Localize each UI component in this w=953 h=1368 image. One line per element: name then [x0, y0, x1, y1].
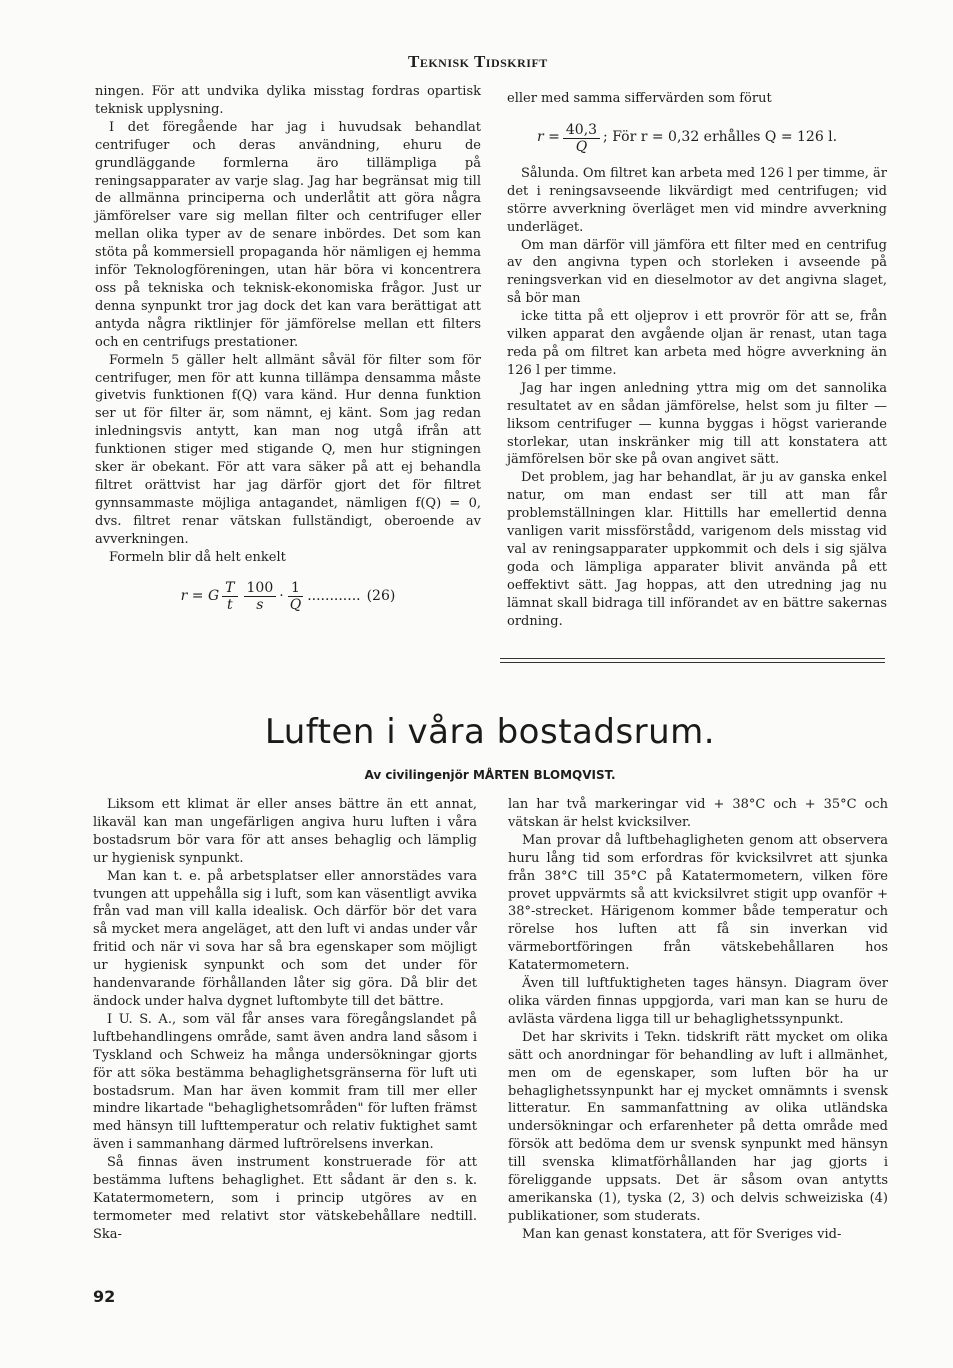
paragraph: Man kan genast konstatera, att för Sveriges vid- [522, 1226, 842, 1242]
paragraph: icke titta på ett oljeprov i ett provrör för att se, från vilken apparat den avgående oljan är renast, utan taga reda på om filtret kan arbeta med högre avverkning än 126 l per timme. [507, 309, 887, 378]
denominator: Q [575, 138, 588, 155]
formula-result-text: ; För r = 0,32 erhålles Q = 126 l. [603, 129, 838, 146]
article-right-column [508, 796, 888, 1244]
previous-article-right-column [507, 90, 887, 630]
paragraph: Sålunda. Om filtret kan arbeta med 126 l per timme, är det i reningsavseende likvärdigt med centrifugen; vid större avverkning överläget men vid mindre avverkning underläget. [507, 165, 887, 235]
running-head: Teknisk Tidskrift [408, 52, 548, 71]
paragraph: I U. S. A., som väl får anses vara föregångslandet på luftbehandlingens område, samt även andra land såsom i Tyskland och Schweiz ha många undersökningar gjorts för att söka bestämma behaglighetsgränserna för luft uti bostadsrum. Man har även kommit fram till mer eller mindre likartade "behaglighetsområden" för luften främst med hänsyn till lufttemperatur och relativ fuktighet samt även i sammanhang därmed luftrörelsens inverkan. [93, 1011, 477, 1153]
paragraph: Man provar då luftbehagligheten genom att observera huru lång tid som erfordras för kvicksilvret att sjunka från 38°C till 35°C på Katatermometern, vilken före provet uppvärmts så att kvicksilvret stigit upp ovanför + 38°-strecket. Härigenom kommer både temperatur och rörelse hos luften att få sin inverkan vid värmebortföringen från vätskebehållaren hos Katatermometern. [508, 832, 888, 974]
paragraph: Liksom ett klimat är eller anses bättre än ett annat, likaväl kan man ungefärligen angiva huru luften i våra bostadsrum bör vara för att anses behaglig och lämplig ur hygienisk synpunkt. [93, 797, 477, 866]
end-of-article-rule [500, 658, 885, 663]
paragraph: Man kan t. e. på arbetsplatser eller annorstädes vara tvungen att uppehålla sig i luft, som kan väsentligt avvika från vad man vill kalla idealisk. Och därför bör det vara så mycket mera angeläget, att den luft vi andas under vår fritid och när vi sova har så bra egenskaper som möjligt ur hygienisk synpunkt och som det under för handenvarande förhållanden låter sig göra. Då blir det ändock under halva dygnet luftombyte till det bättre. [93, 868, 477, 1009]
denominator: Q [289, 597, 302, 614]
numerator: T [222, 580, 237, 597]
paragraph: Det problem, jag har behandlat, är ju av ganska enkel natur, om man endast ser till att man får problemställningen klar. Hittills har emellertid denna vanligen varit missförstådd, varigenom dels misstag vid val av reningsapparater uppkommit och dels i sig själva goda och lämpliga apparater blivit använda på ett oeffektivt sätt. Jag hoppas, att den utredning jag nu lämnat skall bidraga till införandet av en bättre sakernas ordning. [507, 470, 887, 629]
page-number: 92 [93, 1287, 116, 1306]
paragraph: Det har skrivits i Tekn. tidskrift rätt mycket om olika sätt och anordningar för behandling av luft i allmänhet, men om de egenskaper, som luften bör ha ur behaglighetssynpunkt har ej mycket omnämnts i svensk litteratur. En sammanfattning av olika utländska undersökningar och erfarenheter på detta område med försök att bedöma dem ur svensk synpunkt med hänsyn till svenska klimatförhållanden har jag gjorts i föreliggande uppsats. Det är såsom ovan antytts amerikanska (1), tyska (2, 3) och delvis schweiziska (4) publikationer, som studerats. [508, 1029, 888, 1224]
article-byline: Av civilingenjör MÅRTEN BLOMQVIST. [364, 768, 616, 782]
equation-number: (26) [366, 588, 396, 605]
numerator: 40,3 [563, 122, 600, 139]
fraction-T-over-t [222, 580, 237, 613]
numerator: 100 [244, 580, 277, 597]
dot-leader: ............ [307, 588, 361, 605]
paragraph: Jag har ingen anledning yttra mig om det sannolika resultatet av en sådan jämförelse, helst som ju filter — liksom centrifuger — kunna byggas i högst varierande storlekar, utan inskränker mig till att konstatera att jämförelsen bör ske på ovan angivet sätt. [507, 380, 887, 468]
paragraph: lan har två markeringar vid + 38°C och + 35°C och vätskan är helst kvicksilver. [508, 797, 888, 830]
denominator: s [256, 597, 264, 614]
formula-lhs: r = [537, 129, 560, 146]
formula-lhs: r = G [180, 588, 220, 605]
multiplication-dot: · [279, 588, 284, 605]
fraction-100-over-s [244, 580, 277, 613]
fraction-1-over-Q [287, 580, 304, 613]
fraction-40-3-over-Q [563, 122, 600, 155]
paragraph: Formeln blir då helt enkelt [109, 549, 286, 565]
article-title: Luften i våra bostadsrum. [264, 712, 716, 752]
paragraph: ningen. För att undvika dylika misstag fordras opartisk teknisk upplysning. [95, 84, 481, 117]
paragraph: Även till luftfuktigheten tages hänsyn. Diagram över olika värden finnas uppgjorda, vari man kan se huru de avlästa värdena ligga till ur behaglighetssynpunkt. [508, 976, 888, 1027]
numerator: 1 [288, 580, 303, 597]
denominator: t [227, 597, 233, 614]
formula-r-40-3 [537, 122, 887, 155]
paragraph: I det föregående har jag i huvudsak behandlat centrifuger och deras användning, ehuru de grundläggande formlerna äro tillämpliga på reningsapparater av varje slag. Jag har begränsat mig till de allmänna principerna och underlåtit att göra några jämförelser vare sig mellan filter och centrifuger eller mellan olika typer av de senare inbördes. Det som kan stöta på kommersiell propaganda hör nämligen ej hemma inför Teknologföreningen, utan här böra vi koncentrera oss på tekniska och teknisk-ekonomiska frågor. Just ur denna synpunkt tror jag dock det kan vara berättigat att antyda några riktlinjer för jämförelse mellan ett filters och en centrifugs prestationer. [95, 119, 481, 350]
paragraph: eller med samma siffervärden som förut [507, 91, 772, 106]
paragraph: Om man därför vill jämföra ett filter med en centrifug av den angivna typen och storleken i avseende på reningsverkan vid en dieselmotor av det angivna slaget, så bör man [507, 237, 887, 307]
previous-article-left-column [95, 83, 481, 623]
formula-26 [95, 580, 481, 613]
article-left-column [93, 796, 477, 1244]
paragraph: Så finnas även instrument konstruerade för att bestämma luftens behaglighet. Ett sådant är den s. k. Katatermometern, som i princip utgöres av en termometer med relativt stor vätskebehållare nedtill. Ska- [93, 1155, 477, 1242]
paragraph: Formeln 5 gäller helt allmänt såväl för filter som för centrifuger, men för att kunna tillämpa densamma måste givetvis funktionen f(Q) vara känd. Hur denna funktion ser ut för filter är, som nämnt, ej känt. Som jag redan inledningsvis antytt, kan man nog utgå ifrån att funktionen stiger med stigande Q, men hur stigningen sker är obekant. För att vara säker på att ej behandla filtret orättvist har jag därför gjort det för filtret gynnsammaste möjliga antagandet, nämligen f(Q) = 0, dvs. filtret renar vätskan fullständigt, oberoende av avverkningen. [95, 352, 481, 547]
